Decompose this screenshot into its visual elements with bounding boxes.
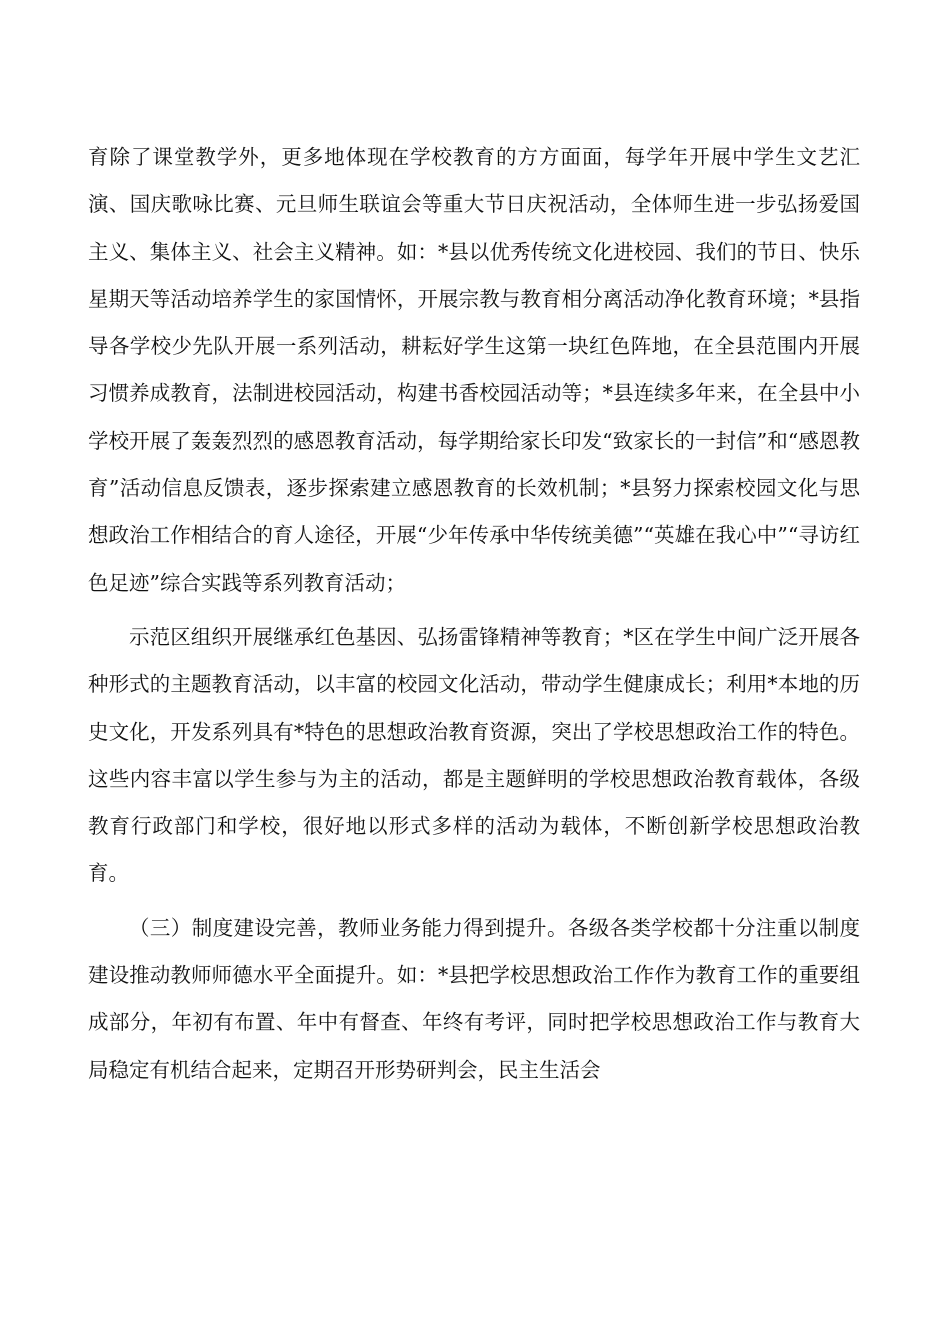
paragraph-demonstration-zone: 示范区组织开展继承红色基因、弘扬雷锋精神等教育；*区在学生中间广泛开展各种形式的主题教育活动，以丰富的校园文化活动，带动学生健康成长；利用*本地的历史文化，开发系列具有*特色的思想政治教育资源，突出了学校思想政治工作的特色。这些内容丰富以学生参与为主的活动，都是主题鲜明的学校思想政治教育载体，各级教育行政部门和学校，很好地以形式多样的活动为载体，不断创新学校思想政治教育。: [88, 624, 860, 886]
paragraph-section-three: （三）制度建设完善，教师业务能力得到提升。各级各类学校都十分注重以制度建设推动教师师德水平全面提升。如：*县把学校思想政治工作作为教育工作的重要组成部分，年初有布置、年中有督查、年终有考评，同时把学校思想政治工作与教育大局稳定有机结合起来，定期召开形势研判会，民主生活会: [88, 915, 860, 1082]
document-body: [88, 134, 860, 1094]
paragraph-continued: 育除了课堂教学外，更多地体现在学校教育的方方面面，每学年开展中学生文艺汇演、国庆歌咏比赛、元旦师生联谊会等重大节日庆祝活动，全体师生进一步弘扬爱国主义、集体主义、社会主义精神。如：*县以优秀传统文化进校园、我们的节日、快乐星期天等活动培养学生的家国情怀，开展宗教与教育相分离活动净化教育环境；*县指导各学校少先队开展一系列活动，耕耘好学生这第一块红色阵地，在全县范围内开展习惯养成教育，法制进校园活动，构建书香校园活动等；*县连续多年来，在全县中小学校开展了轰轰烈烈的感恩教育活动，每学期给家长印发“致家长的一封信”和“感恩教育”活动信息反馈表，逐步探索建立感恩教育的长效机制；*县努力探索校园文化与思想政治工作相结合的育人途径，开展“少年传承中华传统美德”“英雄在我心中”“寻访红色足迹”综合实践等系列教育活动；: [88, 145, 860, 595]
